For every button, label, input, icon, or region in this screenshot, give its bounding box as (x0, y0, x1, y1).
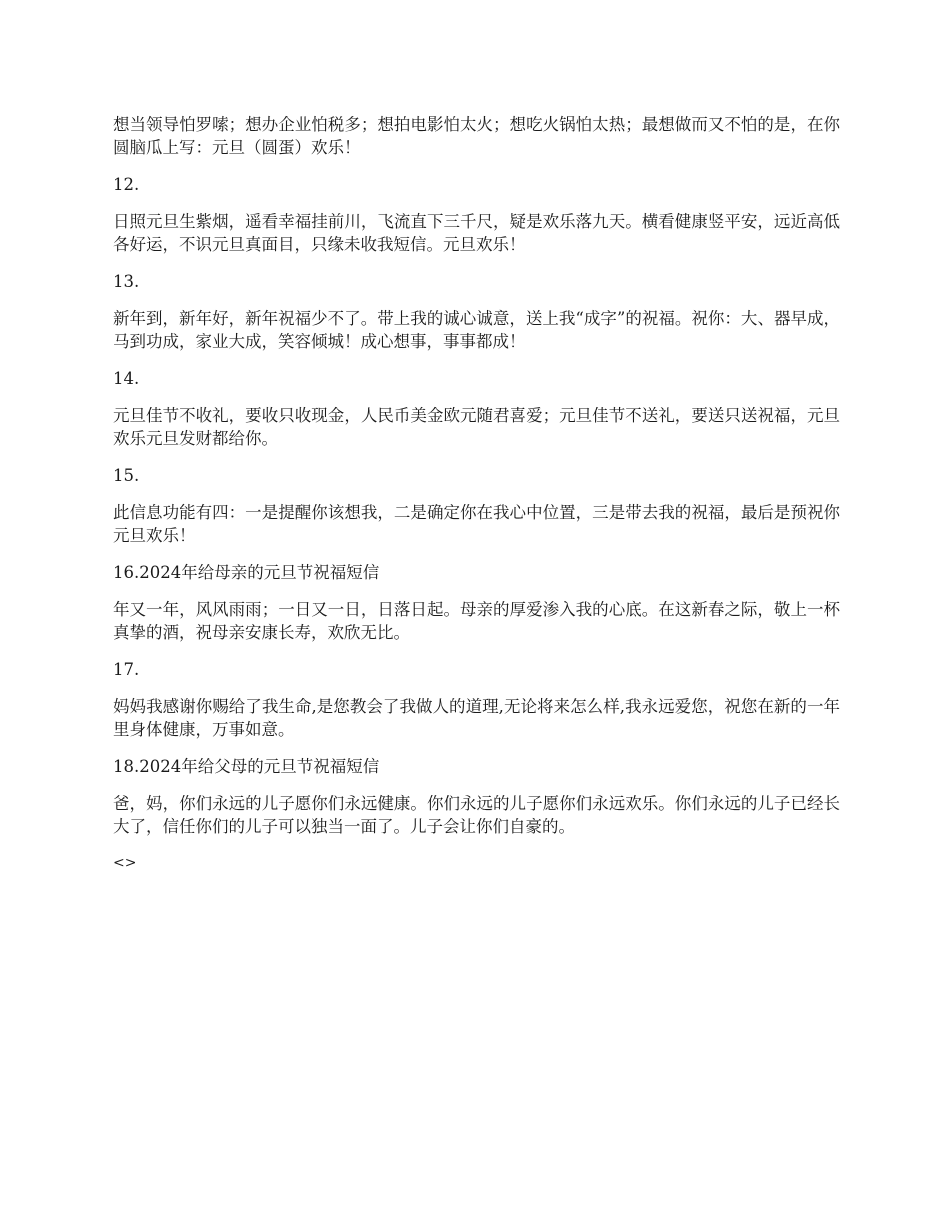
paragraph-15: 此信息功能有四：一是提醒你该想我，二是确定你在我心中位置，三是带去我的祝福，最后是预祝你元旦欢乐！ (113, 503, 840, 545)
paragraph-18: 爸，妈，你们永远的儿子愿你们永远健康。你们永远的儿子愿你们永远欢乐。你们永远的儿子已经长大了，信任你们的儿子可以独当一面了。儿子会让你们自豪的。 (113, 794, 840, 836)
paragraph-13: 新年到，新年好，新年祝福少不了。带上我的诚心诚意，送上我“成字”的祝福。祝你：大、器早成，马到功成，家业大成，笑容倾城！成心想事，事事都成！ (113, 309, 840, 351)
section-heading-16: 16.2024年给母亲的元旦节祝福短信 (113, 563, 380, 582)
item-number-13: 13. (113, 272, 140, 291)
document-page (113, 113, 840, 875)
item-number-12: 12. (113, 175, 140, 194)
item-number-15: 15. (113, 466, 140, 485)
item-number-17: 17. (113, 660, 140, 679)
item-number-14: 14. (113, 369, 140, 388)
section-heading-18: 18.2024年给父母的元旦节祝福短信 (113, 757, 380, 776)
trailing-marker: <> (113, 855, 137, 871)
paragraph-17: 妈妈我感谢你赐给了我生命,是您教会了我做人的道理,无论将来怎么样,我永远爱您，祝您在新的一年里身体健康，万事如意。 (113, 697, 840, 739)
paragraph-14: 元旦佳节不收礼，要收只收现金，人民币美金欧元随君喜爱；元旦佳节不送礼，要送只送祝福，元旦欢乐元旦发财都给你。 (113, 406, 840, 448)
paragraph-16: 年又一年，风风雨雨；一日又一日，日落日起。母亲的厚爱渗入我的心底。在这新春之际，敬上一杯真挚的酒，祝母亲安康长寿，欢欣无比。 (113, 600, 840, 642)
paragraph-12: 日照元旦生紫烟，遥看幸福挂前川，飞流直下三千尺，疑是欢乐落九天。横看健康竖平安，远近高低各好运，不识元旦真面目，只缘未收我短信。元旦欢乐！ (113, 212, 840, 254)
paragraph-intro: 想当领导怕罗嗦；想办企业怕税多；想拍电影怕太火；想吃火锅怕太热；最想做而又不怕的是，在你圆脑瓜上写：元旦（圆蛋）欢乐！ (113, 115, 840, 157)
